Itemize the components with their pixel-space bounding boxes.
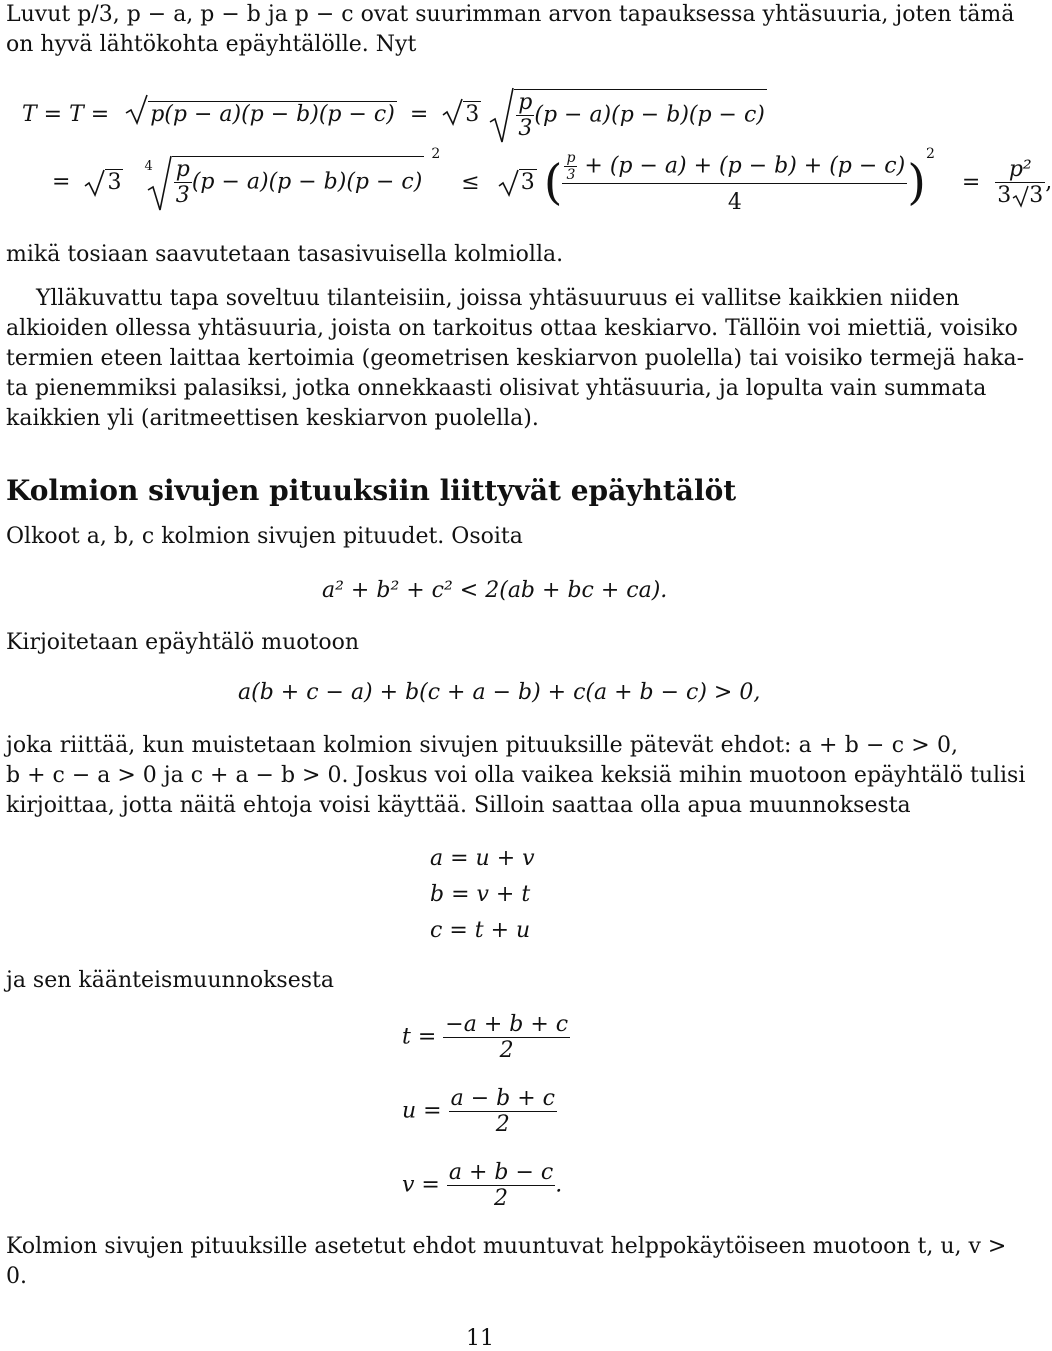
eq2-exp2: 2 [925, 146, 935, 163]
conclusion: mikä tosiaan saavutetaan tasasivuisella kolmiolla. [6, 242, 564, 267]
eq1-equals: = [409, 102, 429, 127]
root-index: 4 [144, 159, 153, 175]
eq2-leq: ≤ [461, 169, 480, 195]
radical-sign-icon [124, 93, 148, 127]
eq2-coef2: 3 [520, 169, 535, 195]
eq1-term1: p(p − a)(p − b)(p − c) [150, 102, 395, 127]
radical-sign-icon [83, 168, 105, 198]
sqrt-5 [497, 168, 537, 198]
inverse-line-u: u = $\frac{a - b + c}{2}$ [402, 1086, 555, 1137]
para1-line: Ylläkuvattu tapa soveltuu tilanteisiin, joissa yhtäsuuruus ei vallitse kaikkien niiden [36, 286, 960, 311]
radical-sign-icon [488, 86, 514, 144]
intro-line-2: on hyvä lähtökohta epäyhtälölle. Nyt [6, 32, 417, 57]
eq2-eq3: = [961, 169, 981, 195]
fourth-root [130, 154, 424, 212]
ja-sen-text: ja sen käänteismuunnoksesta [6, 968, 334, 993]
section-heading: Kolmion sivujen pituuksiin liittyvät epäyhtälöt [6, 474, 737, 507]
para1-line: ta pienemmiksi palasiksi, jotka onnekkaasti olisivat yhtäsuuria, ja lopulta vain summata [6, 376, 987, 401]
final-line: 0. [6, 1264, 27, 1289]
right-paren: ) [907, 154, 926, 211]
sqrt-2 [441, 97, 481, 127]
para2-line: b + c − a > 0 ja c + a − b > 0. Joskus voi olla vaikea keksiä mihin muotoon epäyhtälö tulisi [6, 763, 1026, 788]
para1-line: alkioiden ollessa yhtäsuuria, joista on tarkoitus ottaa keskiarvo. Tällöin voi miettiä, voisiko [6, 316, 1018, 341]
left-paren: ( [543, 154, 563, 211]
eq2-comma: , [1045, 169, 1052, 195]
para1-line: termien eteen laittaa kertoimia (geometrisen keskiarvon puolella) tai voisiko termejä haka- [6, 346, 1025, 371]
sub-line: a = u + v [430, 846, 535, 871]
radical-sign-icon [441, 97, 463, 127]
sqrt-4 [83, 168, 123, 198]
sqrt-3 [488, 86, 767, 144]
intro-line-1: Luvut p/3, p − a, p − b ja p − c ovat suurimman arvon tapauksessa yhtäsuuria, joten tämä [6, 2, 1015, 27]
big-fraction: $\frac{p}{3}$ + (p − a) + (p − b) + (p − c) 4 [562, 150, 907, 215]
eq2-coef: 3 [107, 169, 122, 195]
eq1-lhs: T = T = [22, 102, 110, 127]
eq1-fraction: $\frac{p}{3}$ [518, 89, 533, 141]
radical-sign-icon [1011, 184, 1029, 208]
inequality-2: a(b + c − a) + b(c + a − b) + c(a + b − c) > 0, [238, 680, 761, 705]
eq1-rest: (p − a)(p − b)(p − c) [534, 102, 765, 127]
para1-line: kaikkien yli (aritmeettisen keskiarvon puolella). [6, 406, 539, 431]
inverse-line-v: v = $\frac{a + b - c}{2}$ . [402, 1160, 563, 1211]
eq2-fraction: $\frac{p}{3}$ [175, 157, 190, 208]
result-fraction: $\frac{\text{p²}}{3 3}$ [997, 157, 1044, 208]
page-number: 11 [466, 1326, 494, 1351]
eq2-exp: 2 [431, 146, 441, 163]
sub-line: c = t + u [430, 918, 531, 943]
sub-line: b = v + t [430, 882, 531, 907]
inequality-1: a² + b² + c² < 2(ab + bc + ca). [322, 578, 668, 603]
final-line: Kolmion sivujen pituuksille asetetut ehdot muuntuvat helppokäytöiseen muotoon t, u, v > [6, 1234, 1007, 1259]
inverse-line-t: t = $\frac{-a + b + c}{2}$ [402, 1012, 569, 1063]
eq1-coef: 3 [465, 102, 480, 127]
kirjoitetaan-text: Kirjoitetaan epäyhtälö muotoon [6, 630, 360, 655]
para2-line: kirjoittaa, jotta näitä ehtoja voisi käyttää. Silloin saattaa olla apua muunnoksesta [6, 793, 911, 818]
para2-line: joka riittää, kun muistetaan kolmion sivujen pituuksille pätevät ehdot: a + b − c > 0, [6, 733, 958, 758]
equation-1 [22, 86, 767, 144]
equation-2 [52, 146, 1052, 215]
radical-sign-icon [497, 168, 519, 198]
eq2-inner: (p − a)(p − b)(p − c) [191, 169, 423, 195]
eq2-lhs: = [52, 169, 71, 195]
sqrt-1 [124, 93, 397, 127]
olkoot-text: Olkoot a, b, c kolmion sivujen pituudet. Osoita [6, 524, 523, 549]
